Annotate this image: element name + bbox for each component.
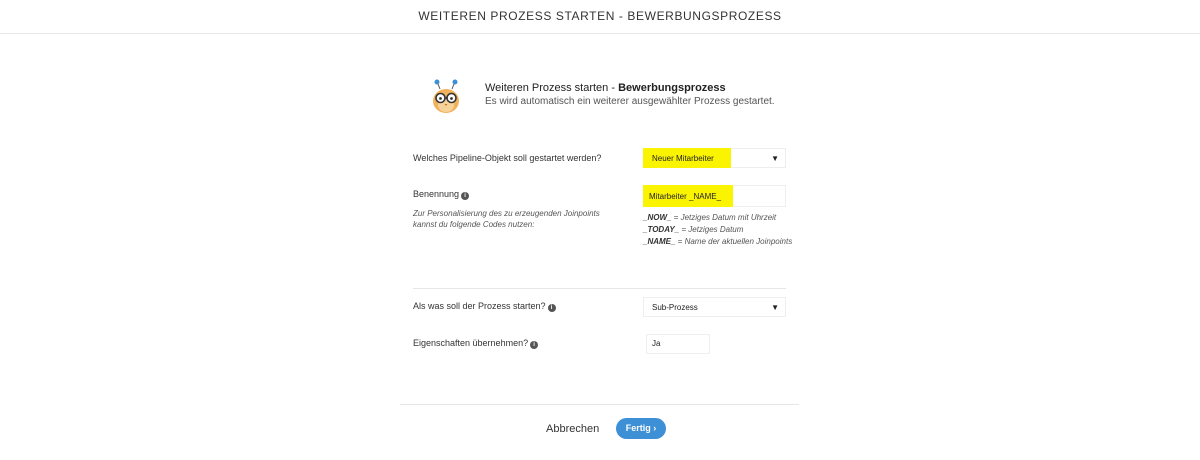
code-item: _NAME_ = Name der aktuellen Joinpoints bbox=[643, 237, 793, 246]
naming-label-row bbox=[413, 189, 469, 200]
properties-label: Eigenschaften übernehmen? bbox=[413, 338, 529, 348]
form-divider bbox=[413, 288, 786, 289]
start-as-select-value: Sub-Prozess bbox=[652, 303, 698, 312]
done-button[interactable] bbox=[616, 418, 666, 439]
chevron-down-icon: ▼ bbox=[771, 303, 779, 312]
footer-divider bbox=[400, 404, 799, 405]
done-button-label: Fertig bbox=[625, 423, 651, 433]
toggle-knob[interactable] bbox=[646, 334, 718, 354]
owl-mascot-icon bbox=[430, 78, 462, 114]
pipeline-select-value: Neuer Mitarbeiter bbox=[652, 154, 714, 163]
info-icon[interactable]: i bbox=[548, 304, 556, 312]
naming-input[interactable] bbox=[643, 185, 786, 207]
pipeline-label: Welches Pipeline-Objekt soll gestartet werden? bbox=[413, 153, 602, 163]
start-as-select[interactable] bbox=[643, 297, 786, 317]
naming-input-value: Mitarbeiter _NAME_ bbox=[649, 192, 722, 201]
chevron-right-icon: › bbox=[653, 423, 657, 433]
toggle-value: Ja bbox=[652, 339, 661, 348]
intro-text bbox=[485, 81, 775, 108]
naming-codes-list bbox=[643, 212, 792, 248]
naming-label: Benennung bbox=[413, 189, 460, 199]
cancel-button[interactable]: Abbrechen bbox=[546, 423, 600, 435]
code-item: _NOW_ = Jetziges Datum mit Uhrzeit bbox=[643, 213, 777, 222]
code-item: _TODAY_ = Jetziges Datum bbox=[643, 225, 744, 234]
info-icon[interactable]: i bbox=[461, 192, 469, 200]
dialog-title: WEITEREN PROZESS STARTEN - BEWERBUNGSPROZESS bbox=[0, 0, 1200, 34]
start-as-label: Als was soll der Prozess starten? bbox=[413, 301, 546, 311]
naming-hint: Zur Personalisierung des zu erzeugenden Joinpoints kannst du folgende Codes nutzen: bbox=[413, 209, 600, 229]
properties-label-row bbox=[413, 338, 538, 349]
start-as-label-row bbox=[413, 301, 556, 312]
chevron-down-icon: ▼ bbox=[771, 154, 779, 163]
pipeline-select[interactable] bbox=[643, 148, 786, 168]
info-icon[interactable]: i bbox=[530, 341, 538, 349]
intro-description: Es wird automatisch ein weiterer ausgewählter Prozess gestartet. bbox=[485, 96, 775, 107]
intro-title: Weiteren Prozess starten - Bewerbungsprozess bbox=[485, 82, 726, 94]
